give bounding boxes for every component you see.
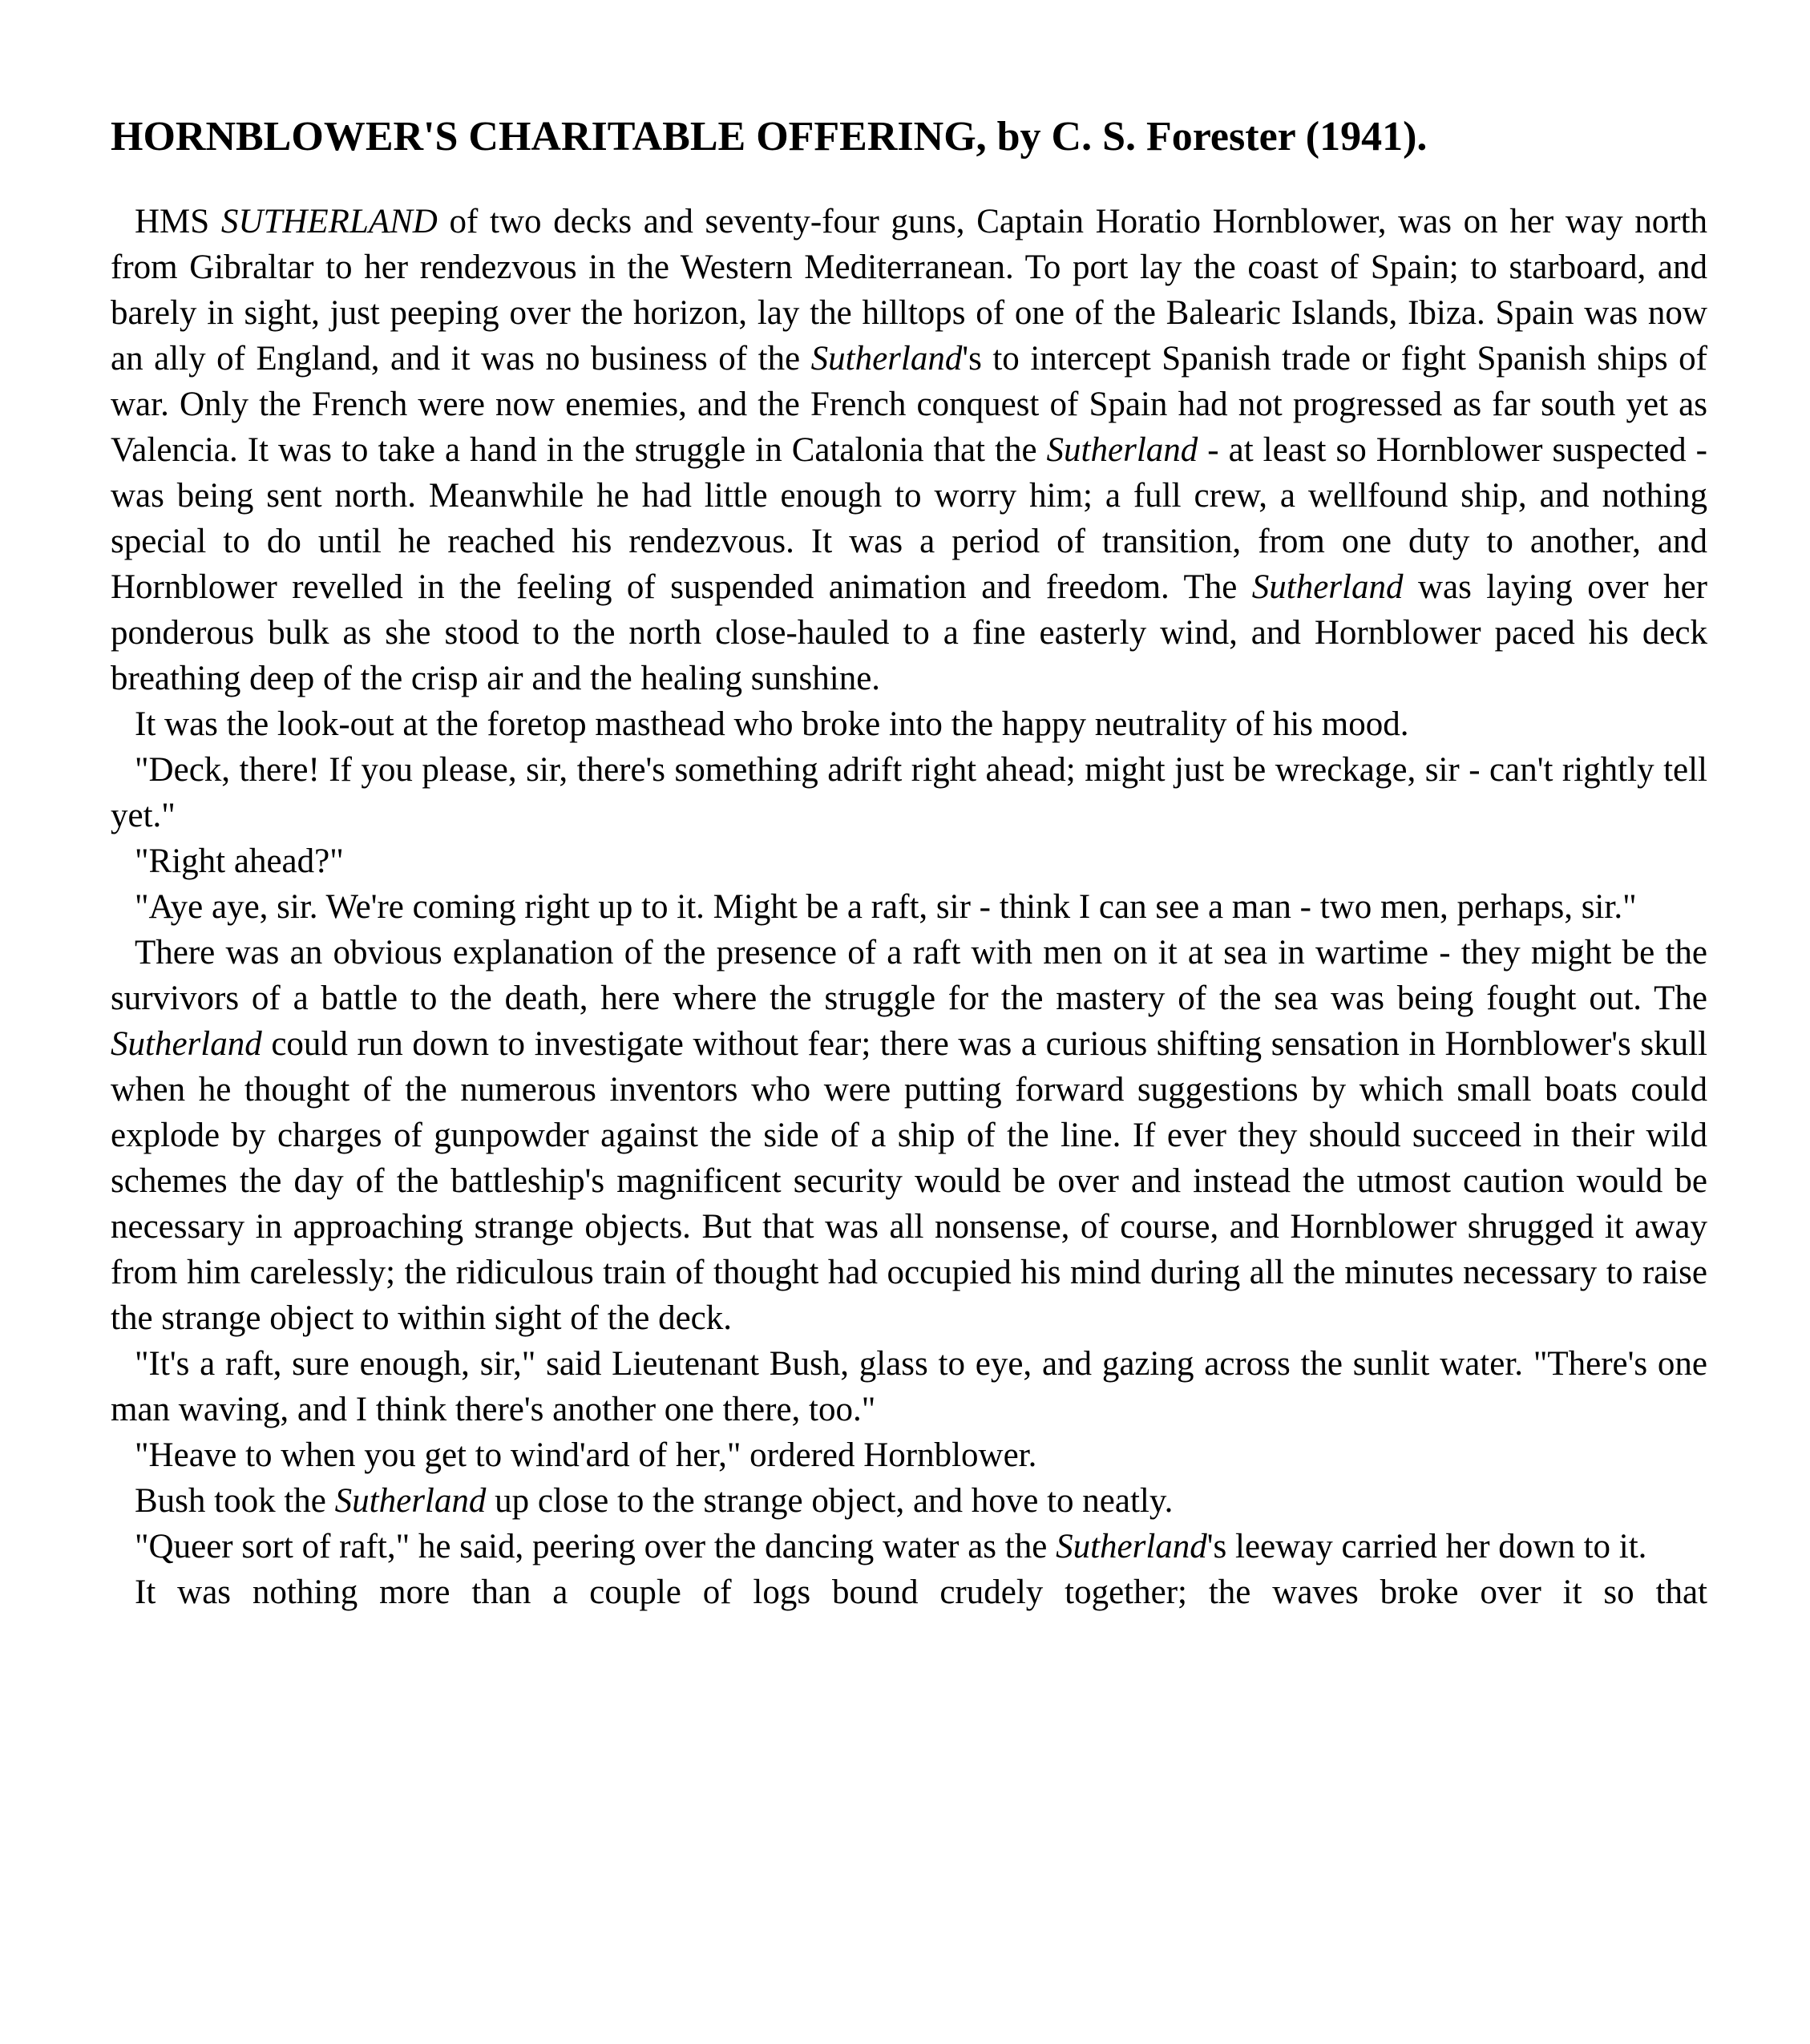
text-run: There was an obvious explanation of the presence of a raft with men on it at sea in wartime - they might be the survivors of a battle to the death, here where the struggle for the mastery of the sea was being fought out. The: [111, 934, 1707, 1018]
text-run: "Deck, there! If you please, sir, there's something adrift right ahead; might just be wreckage, sir - can't rightly tell yet.": [111, 751, 1707, 835]
text-run: 's to intercept Spanish trade or fight Spanish ships of war. Only the French were now enemies, and the French conquest of Spain had not progressed as far south yet as Valencia. It was to take a hand in the struggle in Catalonia that the: [111, 340, 1707, 470]
story-paragraph: [111, 884, 1707, 930]
story-paragraph: [111, 1341, 1707, 1432]
text-run: was laying over her ponderous bulk as she stood to the north close-hauled to a fine easterly wind, and Hornblower paced his deck breathing deep of the crisp air and the healing sunshine.: [111, 568, 1707, 698]
text-run: up close to the strange object, and hove to neatly.: [486, 1482, 1174, 1521]
story-paragraph: [111, 1569, 1707, 1615]
text-run: "Aye aye, sir. We're coming right up to it. Might be a raft, sir - think I can see a man - two men, perhaps, sir.": [135, 888, 1637, 927]
text-run: of two decks and seventy-four guns, Captain Horatio Hornblower, was on her way north from Gibraltar to her rendezvous in the Western Mediterranean. To port lay the coast of Spain; to starboard, and barely in sight, just peeping over the horizon, lay the hilltops of one of the Balearic Islands, Ibiza. Spain was now an ally of England, and it was no business of the: [111, 203, 1708, 378]
text-run: It was the look-out at the foretop masthead who broke into the happy neutrality of his mood.: [135, 705, 1409, 744]
text-run: could run down to investigate without fear; there was a curious shifting sensation in Hornblower's skull when he thought of the numerous inventors who were putting forward suggestions by which small boats could explode by charges of gunpowder against the side of a ship of the line. If ever they should succeed in their wild schemes the day of the battleship's magnificent security would be over and instead the utmost caution would be necessary in approaching strange objects. But that was all nonsense, of course, and Hornblower shrugged it away from him carelessly; the ridiculous train of thought had occupied his mind during all the minutes necessary to raise the strange object to within sight of the deck.: [111, 1025, 1707, 1338]
italic-text: Sutherland: [1251, 568, 1404, 607]
italic-text: Sutherland: [1056, 1528, 1207, 1566]
italic-text: Sutherland: [1046, 431, 1198, 470]
story-body: [111, 199, 1707, 1615]
story-paragraph: [111, 747, 1707, 838]
story-paragraph: [111, 838, 1707, 884]
italic-text: Sutherland: [111, 1025, 262, 1064]
story-paragraph: [111, 1432, 1707, 1478]
text-run: "Right ahead?": [135, 842, 344, 881]
italic-text: SUTHERLAND: [220, 203, 438, 241]
story-paragraph: [111, 1478, 1707, 1524]
text-run: "Heave to when you get to wind'ard of her," ordered Hornblower.: [135, 1436, 1037, 1475]
text-run: 's leeway carried her down to it.: [1206, 1528, 1647, 1566]
italic-text: Sutherland: [334, 1482, 487, 1521]
italic-text: Sutherland: [810, 340, 963, 378]
text-run: "It's a raft, sure enough, sir," said Lieutenant Bush, glass to eye, and gazing across the sunlit water. "There's one man waving, and I think there's another one there, too.": [111, 1345, 1707, 1429]
story-paragraph: [111, 930, 1707, 1341]
text-run: "Queer sort of raft," he said, peering over the dancing water as the: [135, 1528, 1057, 1566]
document-page: [111, 112, 1707, 1615]
story-title: HORNBLOWER'S CHARITABLE OFFERING, by C. S. Forester (1941).: [111, 114, 1428, 160]
text-run: - at least so Hornblower suspected - was being sent north. Meanwhile he had little enough to worry him; a full crew, a wellfound ship, and nothing special to do until he reached his rendezvous. It was a period of transition, from one duty to another, and Hornblower revelled in the feeling of suspended animation and freedom. The: [111, 431, 1707, 607]
story-paragraph: [111, 1524, 1707, 1569]
text-run: It was nothing more than a couple of logs bound crudely together; the waves broke over it so that: [135, 1573, 1707, 1612]
text-run: Bush took the: [135, 1482, 335, 1521]
story-paragraph: [111, 701, 1707, 747]
text-run: HMS: [135, 203, 221, 241]
story-paragraph: [111, 199, 1707, 701]
